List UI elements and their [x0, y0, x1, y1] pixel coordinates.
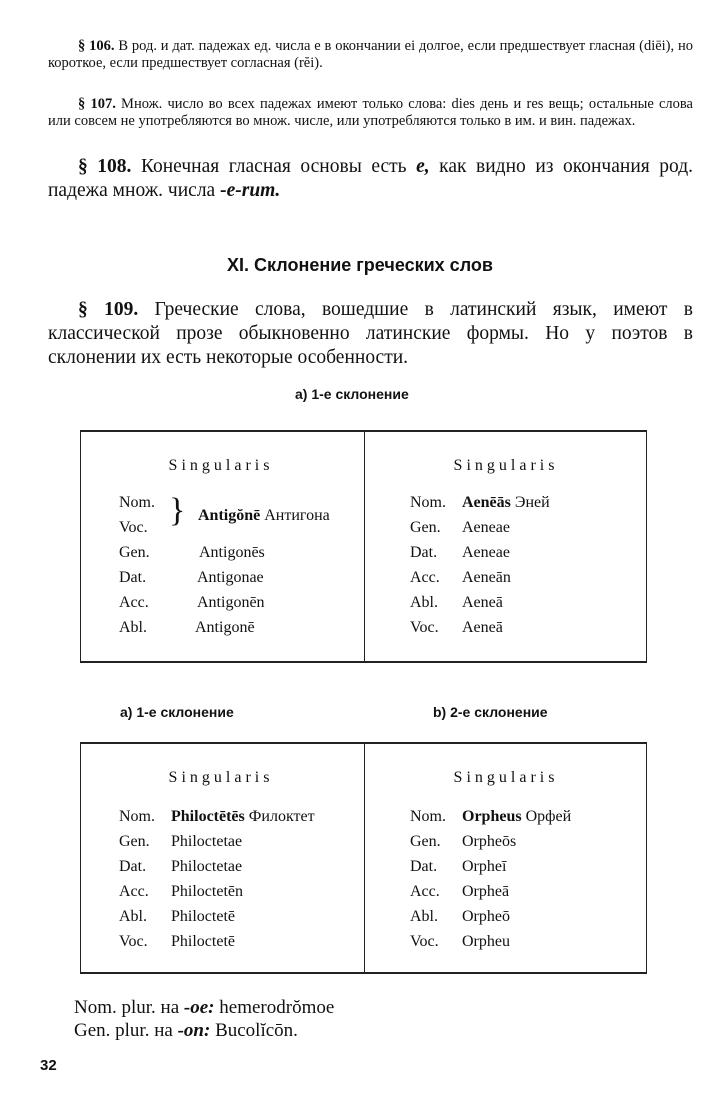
vowel-e: e, [416, 156, 430, 177]
table-row: Voc. Philoctetē [119, 933, 235, 950]
section-number: § 107. [78, 96, 116, 112]
table-row: Abl. Philoctetē [119, 908, 235, 925]
table-row: Nom. Philoctētēs Филоктет [119, 808, 315, 825]
table-row: Dat. Antigonae [119, 569, 264, 586]
paragraph-text: Греческие слова, вошедшие в латинский язык, имеют в классической прозе обыкновенно латинские формы. Но у поэтов в склонении их есть некоторые особенности. [48, 299, 694, 368]
note-nom-plur: Nom. plur. на -oe: hemerodrŏmoe [74, 997, 335, 1018]
paragraph-109 [48, 298, 693, 370]
table-row: Gen. Orpheōs [410, 833, 517, 850]
column-header: Singularis [453, 769, 559, 786]
table-row: Gen. Philoctetae [119, 833, 243, 850]
paragraph-107 [48, 96, 693, 130]
nomvoc-form: Antigŏnē Антигона [198, 507, 330, 524]
table-row: Acc. Philoctetēn [119, 883, 243, 900]
table-row: Nom. Orpheus Орфей [410, 808, 572, 825]
section-number: § 109. [78, 299, 139, 320]
declension-table-top [80, 430, 647, 663]
paragraph-text-2: как видно из окончания род. падежа множ. числа [48, 156, 694, 201]
table-row: Abl. Orpheō [410, 908, 510, 925]
ending-erum: -e-rum. [220, 180, 281, 201]
table-row: Voc. Aeneā [410, 619, 503, 636]
table-row: Acc. Aeneān [410, 569, 511, 586]
section-number: § 108. [78, 156, 132, 177]
declension-table-bottom [80, 742, 647, 974]
paragraph-text: Конечная гласная основы есть [131, 156, 417, 177]
table-row: Dat. Philoctetae [119, 858, 243, 875]
column-header: Singularis [168, 769, 274, 786]
table-row: Gen. Antigonēs [119, 544, 265, 561]
table-row: Acc. Orpheā [410, 883, 510, 900]
table-row: Acc. Antigonēn [119, 594, 265, 611]
paragraph-108 [48, 155, 693, 203]
table-row: Gen. Aeneae [410, 519, 510, 536]
case-nom: Nom. [119, 494, 155, 511]
table-row: Abl. Aeneā [410, 594, 503, 611]
table-row: Dat. Orpheī [410, 858, 507, 875]
paragraph-106 [48, 38, 693, 72]
page-number: 32 [40, 1057, 57, 1074]
table-divider [364, 432, 365, 661]
note-gen-plur: Gen. plur. на -on: Bucolĭcōn. [74, 1020, 298, 1041]
subheading-second-declension: b) 2-е склонение [433, 704, 548, 720]
table-row: Abl. Antigonē [119, 619, 255, 636]
case-voc: Voc. [119, 519, 148, 536]
brace-icon: } [169, 492, 186, 529]
table-divider [364, 744, 365, 972]
section-number: § 106. [78, 38, 115, 54]
paragraph-text: В род. и дат. падежах ед. числа e в окончании ei долгое, если предшествует гласная (diēi), но короткое, если предшествует согласная (rĕi). [48, 38, 693, 71]
subheading-first-declension: а) 1-е склонение [295, 386, 409, 402]
table-row: Nom. Aenēās Эней [410, 494, 550, 511]
table-row: Voc. Orpheu [410, 933, 510, 950]
paragraph-text: Множ. число во всех падежах имеют только слова: dies день и res вещь; остальные слова или совсем не употребляются во множ. числе, или употребляются только в им. и вин. падежах. [48, 96, 693, 129]
column-header: Singularis [168, 457, 274, 474]
subheading-first-declension-2: а) 1-е склонение [120, 704, 234, 720]
section-heading: XI. Склонение греческих слов [227, 255, 493, 275]
column-header: Singularis [453, 457, 559, 474]
table-row: Dat. Aeneae [410, 544, 510, 561]
